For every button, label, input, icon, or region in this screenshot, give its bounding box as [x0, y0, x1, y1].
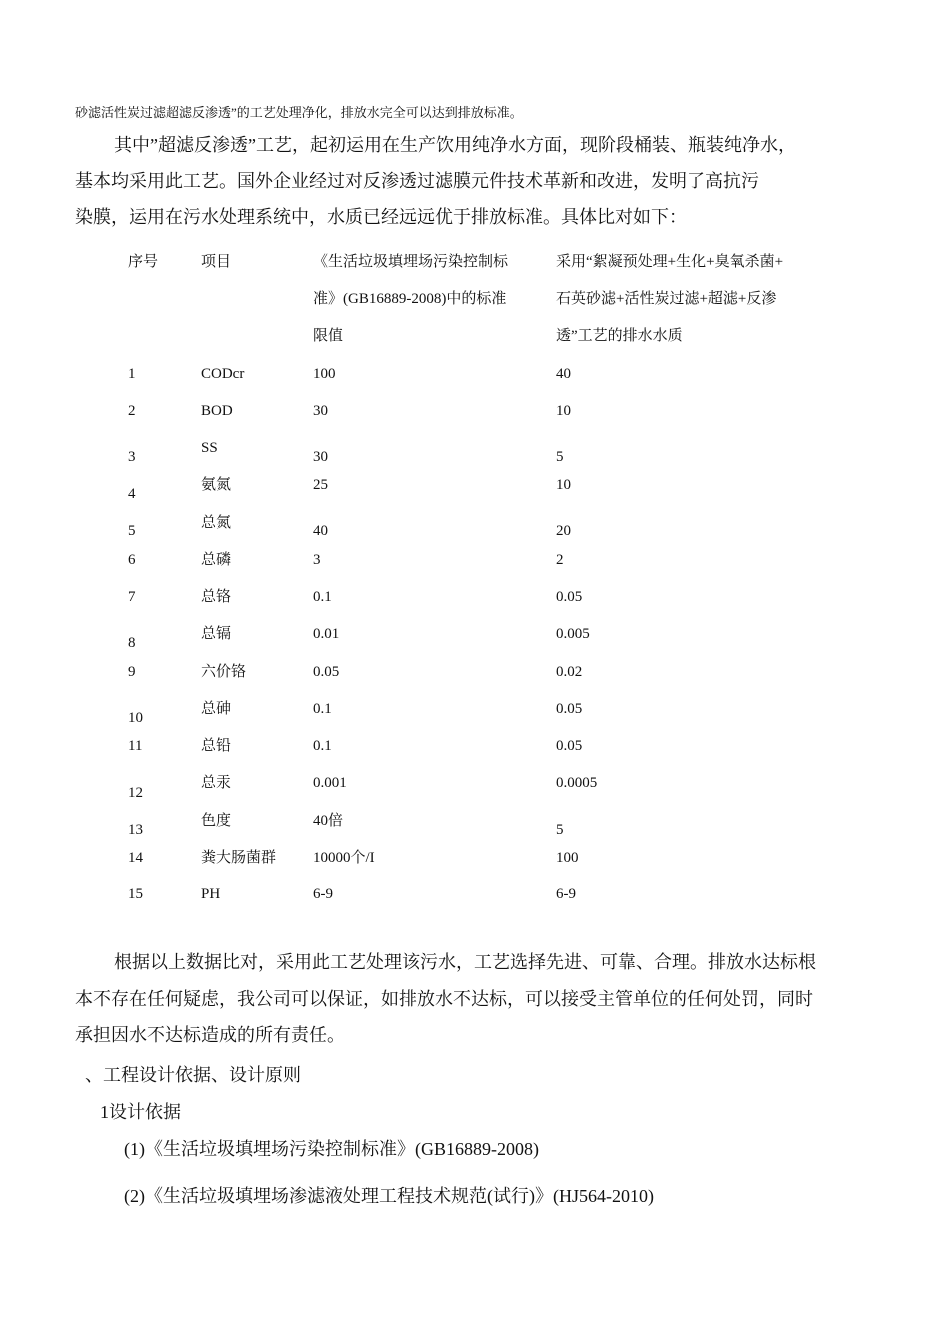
table-row-12-item: 总汞 — [201, 775, 232, 791]
table-header-index: 序号 — [128, 254, 159, 270]
table-header-standard-line3: 限值 — [313, 328, 344, 344]
table-header-item: 项目 — [201, 254, 232, 270]
table-row-6-index: 6 — [128, 552, 136, 568]
table-row-14-item: 粪大肠菌群 — [201, 850, 277, 866]
table-row-13-process: 5 — [556, 822, 564, 838]
table-row-9-standard: 0.05 — [313, 664, 340, 680]
table-row-10-index: 10 — [128, 710, 143, 726]
table-header-standard-line2: 准》(GB16889-2008)中的标准 — [313, 291, 507, 307]
table-header-process-line2: 石英砂滤+活性炭过滤+超滤+反渗 — [556, 291, 777, 307]
paragraph2-line1: 根据以上数据比对，采用此工艺处理该污水，工艺选择先进、可靠、合理。排放水达标根 — [114, 952, 816, 972]
table-row-13-standard: 40倍 — [313, 813, 344, 829]
table-row-9-index: 9 — [128, 664, 136, 680]
table-row-12-index: 12 — [128, 785, 143, 801]
table-row-13-item: 色度 — [201, 813, 232, 829]
table-row-11-index: 11 — [128, 738, 143, 754]
table-row-8-index: 8 — [128, 635, 136, 651]
table-row-5-item: 总氮 — [201, 515, 232, 531]
table-row-10-standard: 0.1 — [313, 701, 332, 717]
table-row-6-process: 2 — [556, 552, 564, 568]
table-row-14-standard: 10000个/I — [313, 850, 375, 866]
table-row-10-item: 总砷 — [201, 701, 232, 717]
table-row-7-index: 7 — [128, 589, 136, 605]
table-row-3-process: 5 — [556, 449, 564, 465]
table-row-11-item: 总铅 — [201, 738, 232, 754]
table-row-4-item: 氨氮 — [201, 477, 232, 493]
table-row-6-item: 总磷 — [201, 552, 232, 568]
table-row-2-standard: 30 — [313, 403, 328, 419]
table-row-10-process: 0.05 — [556, 701, 583, 717]
table-row-4-standard: 25 — [313, 477, 328, 493]
table-row-15-process: 6-9 — [556, 886, 576, 902]
table-row-14-process: 100 — [556, 850, 579, 866]
table-header-process-line3: 透”工艺的排水水质 — [556, 328, 683, 344]
table-row-4-index: 4 — [128, 486, 136, 502]
table-row-11-standard: 0.1 — [313, 738, 332, 754]
table-row-1-item: CODcr — [201, 366, 245, 382]
table-row-5-standard: 40 — [313, 523, 328, 539]
table-row-11-process: 0.05 — [556, 738, 583, 754]
section-heading: 、工程设计依据、设计原则 — [85, 1065, 301, 1085]
paragraph2-line3: 承担因水不达标造成的所有责任。 — [75, 1025, 345, 1045]
paragraph2-line2: 本不存在任何疑虑，我公司可以保证，如排放水不达标，可以接受主管单位的任何处罚，同时 — [75, 989, 813, 1009]
table-row-15-standard: 6-9 — [313, 886, 333, 902]
paragraph1-line1: 其中”超滤反渗透”工艺，起初运用在生产饮用纯净水方面，现阶段桶装、瓶装纯净水， — [114, 135, 796, 155]
table-row-3-item: SS — [201, 440, 218, 456]
table-row-8-item: 总镉 — [201, 626, 232, 642]
table-row-2-index: 2 — [128, 403, 136, 419]
table-row-12-process: 0.0005 — [556, 775, 598, 791]
table-row-5-index: 5 — [128, 523, 136, 539]
table-row-7-standard: 0.1 — [313, 589, 332, 605]
reference-item-1: (1)《生活垃圾填埋场污染控制标准》(GB16889-2008) — [124, 1139, 539, 1159]
table-row-14-index: 14 — [128, 850, 143, 866]
table-row-15-index: 15 — [128, 886, 143, 902]
table-row-7-process: 0.05 — [556, 589, 583, 605]
table-row-3-standard: 30 — [313, 449, 328, 465]
section-subheading: 1设计依据 — [100, 1102, 181, 1122]
table-row-9-process: 0.02 — [556, 664, 583, 680]
table-row-8-standard: 0.01 — [313, 626, 340, 642]
table-row-12-standard: 0.001 — [313, 775, 347, 791]
table-row-4-process: 10 — [556, 477, 571, 493]
table-row-7-item: 总铬 — [201, 589, 232, 605]
paragraph1-line3: 染膜，运用在污水处理系统中，水质已经远远优于排放标准。具体比对如下： — [75, 207, 687, 227]
table-row-3-index: 3 — [128, 449, 136, 465]
table-row-2-item: BOD — [201, 403, 233, 419]
table-row-15-item: PH — [201, 886, 221, 902]
table-row-5-process: 20 — [556, 523, 571, 539]
table-header-process-line1: 采用“絮凝预处理+生化+臭氧杀菌+ — [556, 254, 784, 270]
table-row-13-index: 13 — [128, 822, 143, 838]
table-header-standard-line1: 《生活垃圾填埋场污染控制标 — [313, 254, 509, 270]
table-row-2-process: 10 — [556, 403, 571, 419]
table-row-6-standard: 3 — [313, 552, 321, 568]
table-row-1-process: 40 — [556, 366, 571, 382]
table-row-9-item: 六价铬 — [201, 664, 247, 680]
table-row-1-standard: 100 — [313, 366, 336, 382]
top-note: 砂滤活性炭过滤超滤反渗透”的工艺处理净化，排放水完全可以达到排放标准。 — [75, 105, 523, 120]
table-row-8-process: 0.005 — [556, 626, 590, 642]
table-row-1-index: 1 — [128, 366, 136, 382]
reference-item-2: (2)《生活垃圾填埋场渗滤液处理工程技术规范(试行)》(HJ564-2010) — [124, 1186, 654, 1206]
paragraph1-line2: 基本均采用此工艺。国外企业经过对反渗透过滤膜元件技术革新和改进，发明了高抗污 — [75, 171, 759, 191]
